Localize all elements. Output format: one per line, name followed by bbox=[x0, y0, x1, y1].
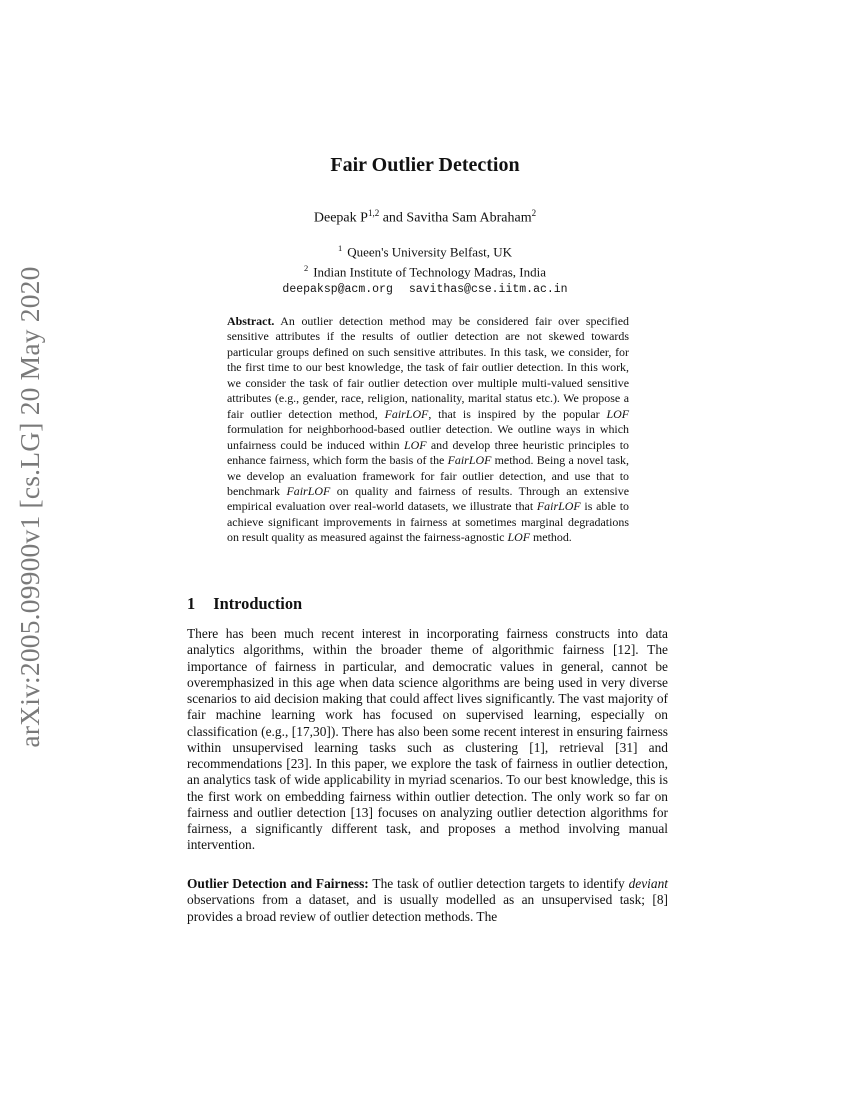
author-affil-marker: 1,2 bbox=[367, 208, 380, 218]
arxiv-sidebar bbox=[12, 258, 48, 756]
author-name: Savitha Sam Abraham bbox=[406, 210, 532, 226]
affiliation: $^1$ Queen's University Belfast, UK bbox=[337, 243, 513, 260]
affiliation: $^2$ Indian Institute of Technology Madras, India bbox=[303, 263, 547, 280]
section-heading bbox=[187, 594, 302, 614]
paragraph-heading: Outlier Detection and Fairness: bbox=[187, 876, 369, 891]
arxiv-identifier: arXiv:2005.09900v1 [cs.LG] 20 May 2020 bbox=[14, 266, 45, 748]
author-conjunction: and bbox=[379, 210, 407, 226]
author-emails bbox=[0, 281, 850, 298]
author-line bbox=[0, 208, 850, 227]
intro-paragraph: There has been much recent interest in incorporating fairness constructs into data analytics algorithms, within the broader theme of algorithmic fairness [12]. The importance of fairness in particular, and democratic values in general, cannot be overemphasized in this age when data science algorithms are being used in very diverse scenarios to aid decision making that could affect lives significantly. The vast majority of fair machine learning work has focused on supervised learning, especially on classification (e.g., [17,30]). There has also been some recent interest in ensuring fairness within unsupervised learning tasks such as clustering [1], retrieval [31] and recommendations [23]. In this paper, we explore the task of fairness in outlier detection, an analytics task of wide applicability in myriad scenarios. To our best knowledge, this is the first work on embedding fairness within outlier detection. The only work so far on fairness and outlier detection [13] focuses on analyzing outlier detection algorithms for fairness, a significantly different task, and proposes a method involving manual intervention. bbox=[187, 626, 668, 853]
outlier-fairness-paragraph: Outlier Detection and Fairness: The task of outlier detection targets to identify deviant observations from a dataset, and is usually modelled as an unsupervised task; [8] provides a broad review of outlier detection methods. The bbox=[187, 876, 668, 924]
email: savithas@cse.iitm.ac.in bbox=[408, 282, 568, 296]
section-title: Introduction bbox=[213, 594, 303, 613]
paper-title: Fair Outlier Detection bbox=[330, 154, 520, 176]
abstract-label: Abstract. bbox=[227, 314, 275, 328]
author-name: Deepak P bbox=[313, 210, 368, 226]
author-affil-marker: 2 bbox=[531, 208, 537, 218]
section-number: 1 bbox=[187, 594, 196, 613]
abstract: Abstract. An outlier detection method may be considered fair over specified sensitive attributes if the results of outlier detection are not skewed towards particular groups defined on such sensitive attributes. In this task, we consider, for the first time to our best knowledge, the task of fair outlier detection. In this work, we consider the task of fair outlier detection over multiple multi-valued sensitive attributes (e.g., gender, race, religion, nationality, marital status etc.). We propose a fair outlier detection method, FairLOF, that is inspired by the popular LOF formulation for neighborhood-based outlier detection. We outline ways in which unfairness could be induced within LOF and develop three heuristic principles to enhance fairness, which form the basis of the FairLOF method. Being a novel task, we develop an evaluation framework for fair outlier detection, and use that to benchmark FairLOF on quality and fairness of results. Through an extensive empirical evaluation over real-world datasets, we illustrate that FairLOF is able to achieve significant improvements in fairness at sometimes marginal degradations on result quality as measured against the fairness-agnostic LOF method. bbox=[227, 314, 630, 545]
email: deepaksp@acm.org bbox=[282, 282, 393, 296]
affiliations bbox=[0, 240, 850, 298]
